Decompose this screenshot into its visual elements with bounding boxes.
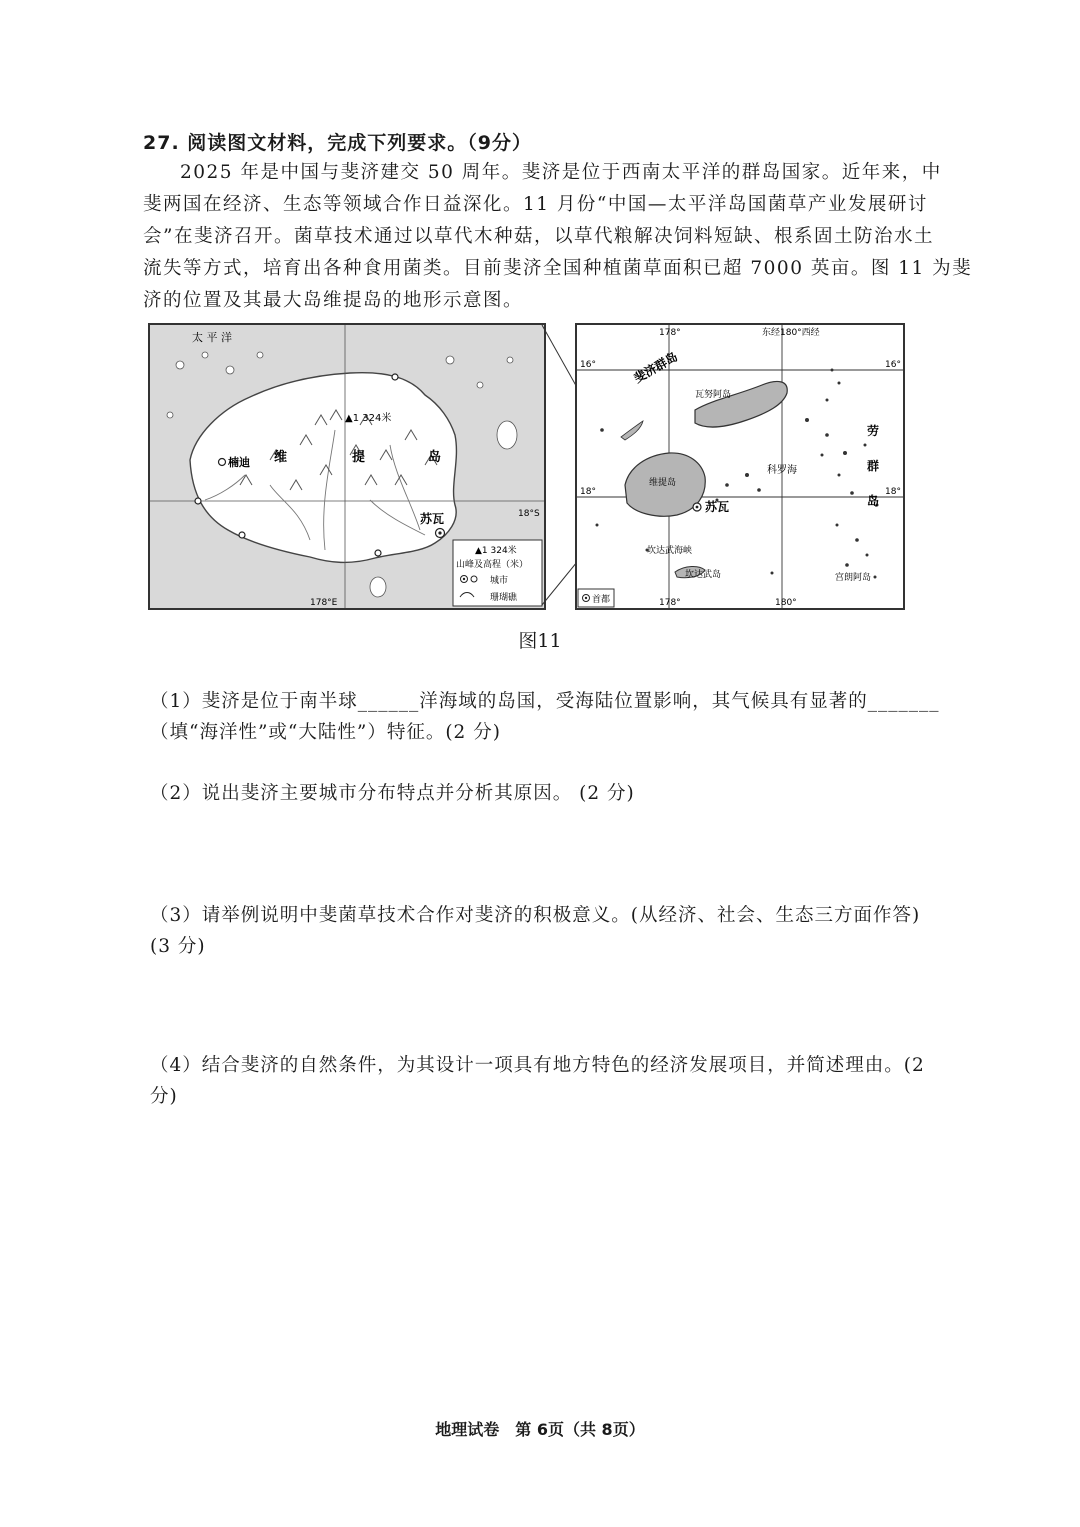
subquestion-line: （1）斐济是位于南半球______洋海域的岛国，受海陆位置影响，其气候具有显著的_______ <box>150 691 940 712</box>
lon-label-top: 178° <box>659 328 681 338</box>
lat-label: 18° <box>885 487 901 497</box>
island-char: 岛 <box>428 450 442 465</box>
vanua-levu-label: 瓦努阿岛 <box>695 390 732 400</box>
legend-peak-sample: ▲1 324米 <box>475 546 517 556</box>
material-line: 流失等方式，培育出各种食用菌类。目前斐济全国种植菌草面积已超 7000 英亩。图 11 为斐 <box>143 258 973 279</box>
longitude-label: 178°E <box>310 598 338 608</box>
lat-label: 18° <box>580 487 596 497</box>
lon-label-bottom: 180° <box>775 598 797 608</box>
capital-suva-label: 苏瓦 <box>705 500 730 514</box>
subquestion-1 <box>150 686 945 748</box>
subquestion-2 <box>150 778 945 809</box>
lat-label: 16° <box>580 360 596 370</box>
subquestion-line: (3 分) <box>150 936 206 957</box>
subquestion-3 <box>150 900 945 962</box>
material-line: 济的位置及其最大岛维提岛的地形示意图。 <box>143 290 524 311</box>
question-title: 27. 阅读图文材料，完成下列要求。（9分） <box>143 132 532 154</box>
latitude-label: 18°S <box>518 509 540 519</box>
fiji-map-svg <box>577 325 903 608</box>
subquestion-line: （4）结合斐济的自然条件，为其设计一项具有地方特色的经济发展项目，并简述理由。(2 <box>150 1055 925 1076</box>
material-line: 2025 年是中国与斐济建交 50 周年。斐济是位于西南太平洋的群岛国家。近年来，中 <box>180 162 942 183</box>
subquestion-line: 分) <box>150 1086 178 1107</box>
viti-levu-label: 维提岛 <box>649 478 677 488</box>
subquestion-line: （3）请举例说明中斐菌草技术合作对斐济的积极意义。(从经济、社会、生态三方面作答) <box>150 905 921 926</box>
map-legend <box>453 540 542 606</box>
sea-label: 太 平 洋 <box>192 331 232 344</box>
subquestion-4 <box>150 1050 945 1112</box>
capital-legend <box>578 589 614 607</box>
viti-levu-map-svg <box>150 325 544 608</box>
island-char: 维 <box>274 450 288 465</box>
legend-reef: 珊瑚礁 <box>490 593 518 603</box>
city-marker <box>219 459 226 466</box>
koro-sea-label: 科罗海 <box>767 465 797 476</box>
viti-levu-terrain-map <box>148 323 546 610</box>
lat-label: 16° <box>885 360 901 370</box>
figure-caption: 图11 <box>518 630 562 652</box>
material-line: 会”在斐济召开。菌草技术通过以草代木种菇，以草代粮解决饲料短缺、根系固土防治水土 <box>143 226 934 247</box>
lon-label-top-180: 东经180°西经 <box>762 328 820 338</box>
lau-char: 岛 <box>867 494 880 508</box>
legend-city: 城市 <box>490 576 509 586</box>
subquestion-line: （填“海洋性”或“大陆性”）特征。(2 分) <box>150 722 501 743</box>
ono-i-lau-label: 宫朗阿岛 <box>835 573 872 583</box>
lau-char: 劳 <box>867 424 880 438</box>
material-line: 斐两国在经济、生态等领域合作日益深化。11 月份“中国—太平洋岛国菌草产业发展研讨 <box>143 194 928 215</box>
peak-label: ▲1 324米 <box>345 413 392 424</box>
city-suva-label: 苏瓦 <box>420 512 445 526</box>
kadavu-label: 坎达武岛 <box>685 570 722 580</box>
legend-capital: 首都 <box>592 595 611 605</box>
archipelago-label: 斐济群岛 <box>631 349 681 386</box>
island-char: 提 <box>352 450 366 465</box>
subquestion-line: （2）说出斐济主要城市分布特点并分析其原因。 (2 分) <box>150 783 635 804</box>
legend-peak: 山峰及高程（米） <box>456 560 529 570</box>
lau-char: 群 <box>867 459 880 473</box>
vanua-levu-shape <box>695 381 787 427</box>
page-footer: 地理试卷 第 6页（共 8页） <box>435 1420 645 1439</box>
city-nadi-label: 楠迪 <box>228 456 250 469</box>
lon-label-bottom: 178° <box>659 598 681 608</box>
kadavu-passage-label: 坎达武海峡 <box>647 546 693 556</box>
fiji-location-map <box>575 323 905 610</box>
material-paragraph <box>143 157 973 317</box>
